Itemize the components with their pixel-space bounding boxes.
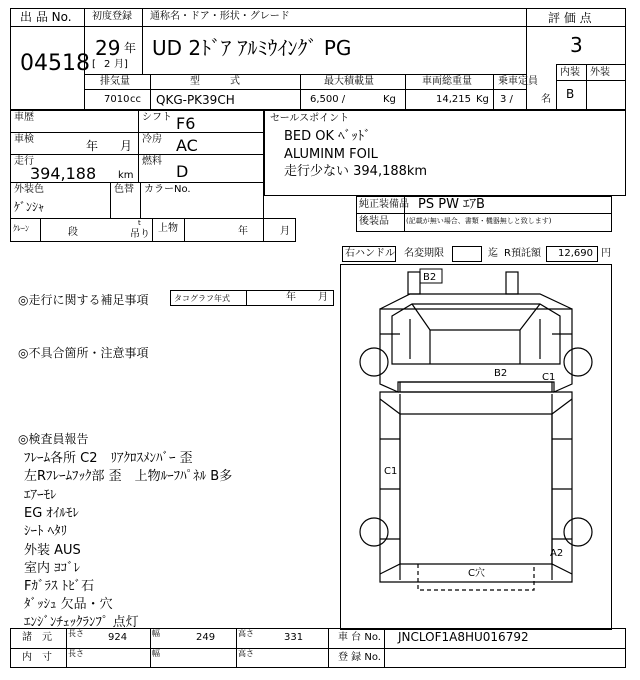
- sales-point-line: ALUMINM FOIL: [284, 147, 378, 162]
- inspector-label: ◎検査員報告: [18, 432, 89, 446]
- inspection-month: 月: [120, 139, 133, 153]
- inspector-line: ﾌﾚｰﾑ各所 C2 ﾘｱｸﾛｽﾒﾝﾊﾞｰ 歪: [24, 451, 193, 466]
- history-label: 車歴: [14, 112, 34, 123]
- tachograph-label: タコグラフ年式: [174, 294, 230, 303]
- divider: [152, 218, 153, 242]
- aftermarket-label: 後装品: [359, 216, 389, 227]
- upper-year: 年: [238, 226, 248, 237]
- inspector-line: 外装 AUS: [24, 543, 81, 558]
- divider: [66, 628, 67, 668]
- sales-points-label: セールスポイント: [270, 113, 350, 124]
- displacement: 7010: [104, 94, 130, 105]
- color-no-label: カラーNo.: [144, 184, 191, 195]
- color-change-label: 色替: [114, 184, 134, 195]
- length: 924: [108, 632, 128, 643]
- aftermarket-note: (記載が無い場合、書類・機器無しと致します): [406, 217, 552, 225]
- score: 3: [570, 33, 583, 57]
- inspector-line: EG ｵｲﾙﾓﾚ: [24, 506, 79, 521]
- upper-month: 月: [280, 226, 290, 237]
- divider: [526, 26, 626, 27]
- interior-dims-label: 内 寸: [22, 652, 52, 663]
- shift: F6: [176, 114, 196, 133]
- gross-weight-label: 車両総重量: [422, 76, 472, 87]
- mark-a2: A2: [550, 548, 564, 559]
- shift-label: シフト: [142, 112, 172, 123]
- divider: [184, 218, 185, 242]
- divider: [556, 80, 626, 81]
- recycle-unit: 円: [601, 248, 611, 259]
- name-change-box: [452, 246, 482, 262]
- dims-label: 諸 元: [22, 632, 52, 643]
- exterior-label: 外装: [590, 67, 610, 78]
- gross-weight: 14,215: [436, 94, 471, 105]
- max-load-unit: Kg: [383, 94, 396, 105]
- mark-b2-top: B2: [423, 272, 437, 283]
- month: 2: [104, 59, 111, 70]
- inspector-line: 室内 ﾖｺﾞﾚ: [24, 561, 81, 576]
- inspector-line: ｴﾝｼﾞﾝﾁｪｯｸﾗﾝﾌﾟ 点灯: [24, 615, 139, 630]
- ac: AC: [176, 136, 198, 155]
- name-header: 通称名・ドア・形状・グレード: [150, 11, 290, 22]
- chassis-no: JNCLOF1A8HU016792: [398, 630, 529, 644]
- crane-hanging: 吊り: [130, 229, 150, 240]
- upper-label: 上物: [158, 223, 178, 234]
- inspector-line: 左Rﾌﾚｰﾑﾌｯｸ部 歪 上物ﾙｰﾌﾊﾟﾈﾙ B多: [24, 469, 233, 484]
- inspector-line: ｴｱｰﾓﾚ: [24, 488, 57, 503]
- color-label: 外装色: [14, 184, 44, 195]
- divider: [10, 26, 84, 27]
- divider: [10, 154, 264, 155]
- divider: [526, 8, 527, 110]
- divider: [40, 218, 41, 242]
- in-width-label: 幅: [152, 649, 160, 658]
- sales-point-line: BED OK ﾍﾞｯﾄﾞ: [284, 129, 371, 144]
- divider: [328, 628, 329, 668]
- max-load-label: 最大積載量: [324, 76, 374, 87]
- divider: [236, 628, 237, 668]
- divider: [10, 648, 626, 649]
- model: QKG-PK39CH: [156, 93, 235, 107]
- displacement-label: 排気量: [100, 76, 130, 87]
- recycle-label: R預託額: [504, 248, 541, 259]
- first-reg-label: 初度登録: [92, 11, 132, 22]
- mileage: 394,188: [30, 164, 97, 183]
- vehicle-name: UD 2ﾄﾞｱ ｱﾙﾐｳｲﾝｸﾞ PG: [152, 36, 352, 60]
- lot-no-label: 出 品 No.: [20, 10, 72, 24]
- interior-grade: B: [566, 87, 575, 101]
- lot-no: 04518: [20, 51, 90, 76]
- sales-point-line: 走行少ない 394,188km: [284, 164, 428, 179]
- driving-notes-label: ◎走行に関する補足事項: [18, 293, 149, 307]
- divider: [556, 64, 557, 110]
- right-hand: 右ハンドル: [345, 248, 395, 259]
- divider: [493, 74, 494, 110]
- capacity-label: 乗車定員: [498, 76, 538, 87]
- height-label: 高さ: [238, 629, 254, 638]
- divider: [10, 218, 264, 219]
- model-label: 型 式: [190, 76, 240, 87]
- recycle-prefix: 迄: [488, 248, 498, 259]
- height: 331: [284, 632, 304, 643]
- year-suffix: 年: [124, 41, 137, 55]
- divider: [138, 110, 139, 182]
- mark-c-hole: C穴: [468, 568, 485, 579]
- upper-cell: [264, 218, 296, 242]
- mark-c1-left: C1: [384, 466, 398, 477]
- mileage-unit: km: [118, 170, 134, 181]
- name-change-label: 名変期限: [404, 248, 444, 259]
- color: ｹﾞﾝｼｬ: [14, 200, 45, 214]
- divider: [384, 628, 385, 668]
- mileage-label: 走行: [14, 156, 34, 167]
- divider: [10, 132, 264, 133]
- divider: [150, 628, 151, 668]
- max-load: 6,500 /: [310, 94, 346, 105]
- era-year: 29: [95, 36, 121, 60]
- crane-label: ｸﾚｰﾝ: [13, 224, 29, 233]
- mark-b2-cab: B2: [494, 368, 508, 379]
- divider: [84, 26, 526, 27]
- interior-label: 内装: [560, 67, 580, 78]
- score-label: 評 価 点: [548, 11, 592, 25]
- divider: [110, 182, 111, 218]
- defects-label: ◎不具合箇所・注意事項: [18, 346, 149, 360]
- divider: [300, 74, 301, 110]
- inspector-line: ﾀﾞｯｼｭ 欠品・穴: [24, 597, 113, 612]
- divider: [556, 64, 626, 65]
- width: 249: [196, 632, 216, 643]
- in-height-label: 高さ: [238, 649, 254, 658]
- ac-label: 冷房: [142, 134, 162, 145]
- length-label: 長さ: [68, 629, 84, 638]
- chassis-label: 車 台 No.: [338, 632, 381, 643]
- divider: [586, 64, 587, 110]
- inspection-label: 車検: [14, 134, 34, 145]
- recycle-value: 12,690: [558, 248, 593, 259]
- equipment-label: 純正装備品: [359, 199, 409, 210]
- displacement-unit: cc: [130, 94, 141, 105]
- inspector-line: Fｶﾞﾗｽ ﾄﾋﾞ石: [24, 579, 95, 594]
- in-length-label: 長さ: [68, 649, 84, 658]
- gross-weight-unit: Kg: [476, 94, 489, 105]
- equipment-value: PS PW ｴｱB: [418, 197, 485, 212]
- divider: [150, 74, 151, 110]
- month-suffix: 月]: [114, 59, 128, 70]
- registration-label: 登 録 No.: [338, 652, 381, 663]
- truck-diagram: [340, 264, 612, 630]
- divider: [142, 8, 143, 74]
- capacity: 3 /: [500, 94, 513, 105]
- crane-steps: 段: [68, 227, 78, 238]
- divider: [140, 182, 141, 218]
- tacho-month: 月: [318, 292, 328, 303]
- width-label: 幅: [152, 629, 160, 638]
- tacho-year: 年: [286, 292, 296, 303]
- divider: [356, 213, 612, 214]
- inspection-year: 年: [86, 139, 99, 153]
- fuel: D: [176, 162, 189, 181]
- divider: [405, 74, 406, 110]
- divider: [246, 290, 247, 306]
- mark-c1-right: C1: [542, 372, 556, 383]
- capacity-unit: 名: [541, 94, 551, 105]
- fuel-label: 燃料: [142, 156, 162, 167]
- inspector-line: ｼｰﾄ ﾍﾀﾘ: [24, 524, 68, 539]
- month-open: [: [92, 59, 96, 70]
- crane-t: t: [138, 219, 141, 227]
